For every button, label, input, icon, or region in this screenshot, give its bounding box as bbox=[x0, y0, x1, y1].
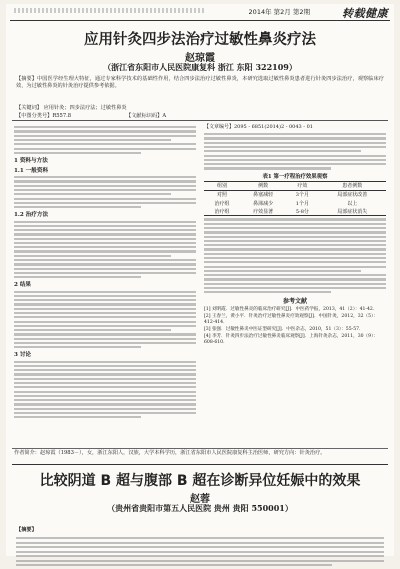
text-line-placeholder bbox=[14, 416, 141, 418]
text-line-placeholder bbox=[14, 333, 196, 335]
text-line-placeholder bbox=[14, 316, 196, 318]
reference-item: [3] 张强．过敏性鼻炎中医证型研究[J]．中医杂志，2010，51（3）：55-57． bbox=[204, 327, 364, 333]
text-line-placeholder bbox=[204, 159, 386, 161]
table-cell: 疗效显著 bbox=[240, 207, 286, 216]
text-line-placeholder bbox=[14, 312, 196, 314]
table-row bbox=[204, 199, 386, 207]
reference-item: [2] 王春兰，黄小平．针灸治疗过敏性鼻炎疗效观察[J]．中国针灸，2012，32（5）：412-414． bbox=[204, 314, 378, 326]
text-line-placeholder bbox=[14, 361, 196, 363]
text-line-placeholder bbox=[14, 139, 171, 141]
text-line-placeholder bbox=[204, 240, 386, 242]
text-line-placeholder bbox=[16, 542, 384, 544]
text-line-placeholder bbox=[14, 225, 196, 227]
text-line-placeholder bbox=[204, 227, 386, 229]
text-line-placeholder bbox=[204, 244, 386, 246]
table-header-cell: 患者例数 bbox=[318, 181, 386, 190]
table-cell: 治疗组 bbox=[204, 207, 240, 216]
text-line-placeholder bbox=[14, 272, 196, 274]
text-line-placeholder bbox=[14, 229, 196, 231]
table-title: 表1 第一疗程治疗效果观察 bbox=[262, 173, 328, 180]
text-line-placeholder bbox=[14, 378, 196, 380]
second-article-affiliation: （贵州省贵阳市第五人民医院 贵州 贵阳 550001） bbox=[107, 503, 293, 513]
text-line-placeholder bbox=[204, 291, 331, 293]
text-line-placeholder bbox=[204, 142, 386, 144]
text-line-placeholder bbox=[14, 391, 196, 393]
text-line-placeholder bbox=[14, 143, 196, 145]
text-line-placeholder bbox=[204, 248, 386, 250]
text-line-placeholder bbox=[204, 163, 386, 165]
text-line-placeholder bbox=[16, 564, 332, 566]
text-line-placeholder bbox=[14, 130, 196, 132]
text-line-placeholder bbox=[204, 146, 386, 148]
text-line-placeholder bbox=[14, 126, 196, 128]
text-line-placeholder bbox=[204, 150, 361, 152]
text-line-placeholder bbox=[204, 283, 386, 285]
section-divider bbox=[12, 120, 388, 121]
text-line-placeholder bbox=[14, 263, 196, 265]
text-line-placeholder bbox=[14, 338, 196, 340]
bio-divider bbox=[12, 448, 388, 449]
text-line-placeholder bbox=[14, 291, 196, 293]
article-author: 赵琼霞 bbox=[185, 53, 215, 64]
abstract-label: 【摘要】 bbox=[16, 527, 37, 533]
text-line-placeholder bbox=[16, 560, 384, 562]
text-line-placeholder bbox=[14, 221, 196, 223]
text-line-placeholder bbox=[14, 325, 196, 327]
right-column bbox=[204, 124, 386, 347]
text-line-placeholder bbox=[14, 386, 196, 388]
text-line-placeholder bbox=[14, 176, 196, 178]
text-line-placeholder bbox=[14, 255, 171, 257]
text-line-placeholder bbox=[14, 206, 141, 208]
text-line-placeholder bbox=[14, 242, 196, 244]
journal-page bbox=[6, 4, 394, 556]
table-row bbox=[204, 207, 386, 216]
table-cell: 1个月 bbox=[295, 200, 309, 207]
text-line-placeholder bbox=[14, 152, 141, 154]
text-line-placeholder bbox=[14, 202, 196, 204]
issue-info: 2014年 第2月 第2期 bbox=[248, 8, 310, 16]
text-line-placeholder bbox=[14, 276, 141, 278]
text-line-placeholder bbox=[14, 250, 196, 252]
text-line-placeholder bbox=[204, 261, 386, 263]
table-row bbox=[204, 190, 386, 199]
running-header bbox=[10, 6, 390, 21]
text-line-placeholder bbox=[16, 537, 384, 539]
table-cell: 鼻涕减少 bbox=[253, 200, 274, 207]
text-line-placeholder bbox=[14, 185, 196, 187]
text-line-placeholder bbox=[14, 403, 196, 405]
text-line-placeholder bbox=[14, 308, 196, 310]
text-line-placeholder bbox=[14, 412, 196, 414]
text-line-placeholder bbox=[14, 329, 171, 331]
table-cell: 对照 bbox=[216, 192, 227, 199]
text-line-placeholder bbox=[204, 231, 386, 233]
text-line-placeholder bbox=[16, 555, 384, 557]
text-line-placeholder bbox=[14, 369, 196, 371]
text-line-placeholder bbox=[14, 399, 196, 401]
table-cell: 鼻塞减轻 bbox=[253, 192, 274, 199]
text-line-placeholder bbox=[204, 266, 386, 268]
text-line-placeholder bbox=[14, 189, 196, 191]
text-line-placeholder bbox=[204, 167, 331, 169]
text-line-placeholder bbox=[14, 373, 196, 375]
text-line-placeholder bbox=[204, 257, 386, 259]
second-article-author: 赵蓉 bbox=[190, 494, 210, 505]
second-article-title: 比较阴道 B 超与腹部 B 超在诊断异位妊娠中的效果 bbox=[39, 473, 361, 489]
text-line-placeholder bbox=[204, 218, 386, 220]
text-line-placeholder bbox=[14, 259, 196, 261]
text-line-placeholder bbox=[16, 551, 384, 553]
text-line-placeholder bbox=[16, 546, 384, 548]
text-line-placeholder bbox=[14, 365, 196, 367]
text-line-placeholder bbox=[204, 274, 386, 276]
text-line-placeholder bbox=[204, 270, 361, 272]
text-line-placeholder bbox=[204, 133, 386, 135]
header-decoration bbox=[14, 8, 204, 13]
table-cell: 以上 bbox=[347, 200, 358, 207]
text-line-placeholder bbox=[14, 148, 196, 150]
text-line-placeholder bbox=[14, 342, 196, 344]
text-line-placeholder bbox=[14, 180, 196, 182]
document-code: 【文献标识码】A bbox=[126, 113, 167, 119]
article-separator bbox=[12, 464, 388, 465]
table-cell: 治疗组 bbox=[214, 200, 230, 207]
article-title: 应用针灸四步法治疗过敏性鼻炎疗法 bbox=[84, 32, 316, 48]
left-column bbox=[14, 124, 196, 421]
text-line-placeholder bbox=[14, 233, 196, 235]
table-cell: 局部症状改善 bbox=[337, 192, 368, 199]
text-line-placeholder bbox=[204, 287, 386, 289]
classification-number: 【中图分类号】R557.8 bbox=[16, 113, 72, 119]
article-keywords: 【关键词】 应用针灸；四步法疗法；过敏性鼻炎 bbox=[16, 105, 127, 111]
text-line-placeholder bbox=[204, 278, 386, 280]
reference-item: [1] 刘明霞．过敏性鼻炎的临床治疗研究[J]．中医药学报，2013，41（2）：41-42． bbox=[204, 307, 378, 313]
reference-item: [4] 李芳．针灸四步法治疗过敏性鼻炎临床观察[J]．上海针灸杂志，2011，30（9）：608-610． bbox=[204, 334, 378, 346]
text-line-placeholder bbox=[204, 155, 386, 157]
table-cell: 5-8分 bbox=[286, 207, 318, 216]
author-bio: 作者简介：赵琼霞（1983－），女，浙江东阳人，汉族，大学本科学历，浙江省东阳市人民医院康复科主治医师，研究方向：针灸治疗。 bbox=[14, 450, 326, 456]
references-heading: 参考文献 bbox=[282, 298, 307, 306]
table-header-cell: 组别 bbox=[204, 181, 240, 190]
text-line-placeholder bbox=[14, 198, 196, 200]
text-line-placeholder bbox=[14, 395, 196, 397]
table-cell: 局部症状消失 bbox=[318, 207, 386, 216]
section-heading: 1 资料与方法 bbox=[14, 158, 48, 165]
journal-brand: 转载健康 bbox=[342, 7, 388, 20]
table-header-cell: 疗效 bbox=[286, 181, 318, 190]
second-article-abstract bbox=[16, 516, 384, 569]
section-heading: 1.1 一般资料 bbox=[14, 168, 49, 175]
article-doi: 【文章编号】2095 - 6851(2014)2 - 0043 - 01 bbox=[204, 124, 313, 130]
text-line-placeholder bbox=[14, 135, 196, 137]
text-line-placeholder bbox=[204, 137, 386, 139]
text-line-placeholder bbox=[14, 408, 196, 410]
section-heading: 2 结果 bbox=[14, 282, 32, 289]
section-heading: 1.2 治疗方法 bbox=[14, 212, 49, 219]
section-heading: 3 讨论 bbox=[14, 352, 32, 359]
text-line-placeholder bbox=[14, 193, 171, 195]
text-line-placeholder bbox=[14, 321, 196, 323]
text-line-placeholder bbox=[14, 268, 196, 270]
text-line-placeholder bbox=[14, 346, 141, 348]
text-line-placeholder bbox=[204, 223, 386, 225]
text-line-placeholder bbox=[14, 382, 196, 384]
text-line-placeholder bbox=[14, 295, 196, 297]
text-line-placeholder bbox=[14, 238, 196, 240]
text-line-placeholder bbox=[204, 236, 386, 238]
article-affiliation: （浙江省东阳市人民医院康复科 浙江 东阳 322109） bbox=[103, 62, 297, 72]
results-table bbox=[204, 181, 386, 217]
table-header-cell: 例数 bbox=[240, 181, 286, 190]
article-abstract: 【摘要】中国医学经生理大特征，通过专家科学技术的基础性作用，结合四步法治疗过敏性鼻炎，本研究选取过敏性鼻炎患者进行针灸四步法治疗，观察临床疗效，为过敏性鼻炎的针灸治疗提供参考依据。 bbox=[16, 76, 384, 90]
table-cell: 3个月 bbox=[295, 192, 309, 199]
text-line-placeholder bbox=[14, 246, 196, 248]
text-line-placeholder bbox=[14, 303, 196, 305]
text-line-placeholder bbox=[204, 253, 386, 255]
text-line-placeholder bbox=[14, 299, 196, 301]
